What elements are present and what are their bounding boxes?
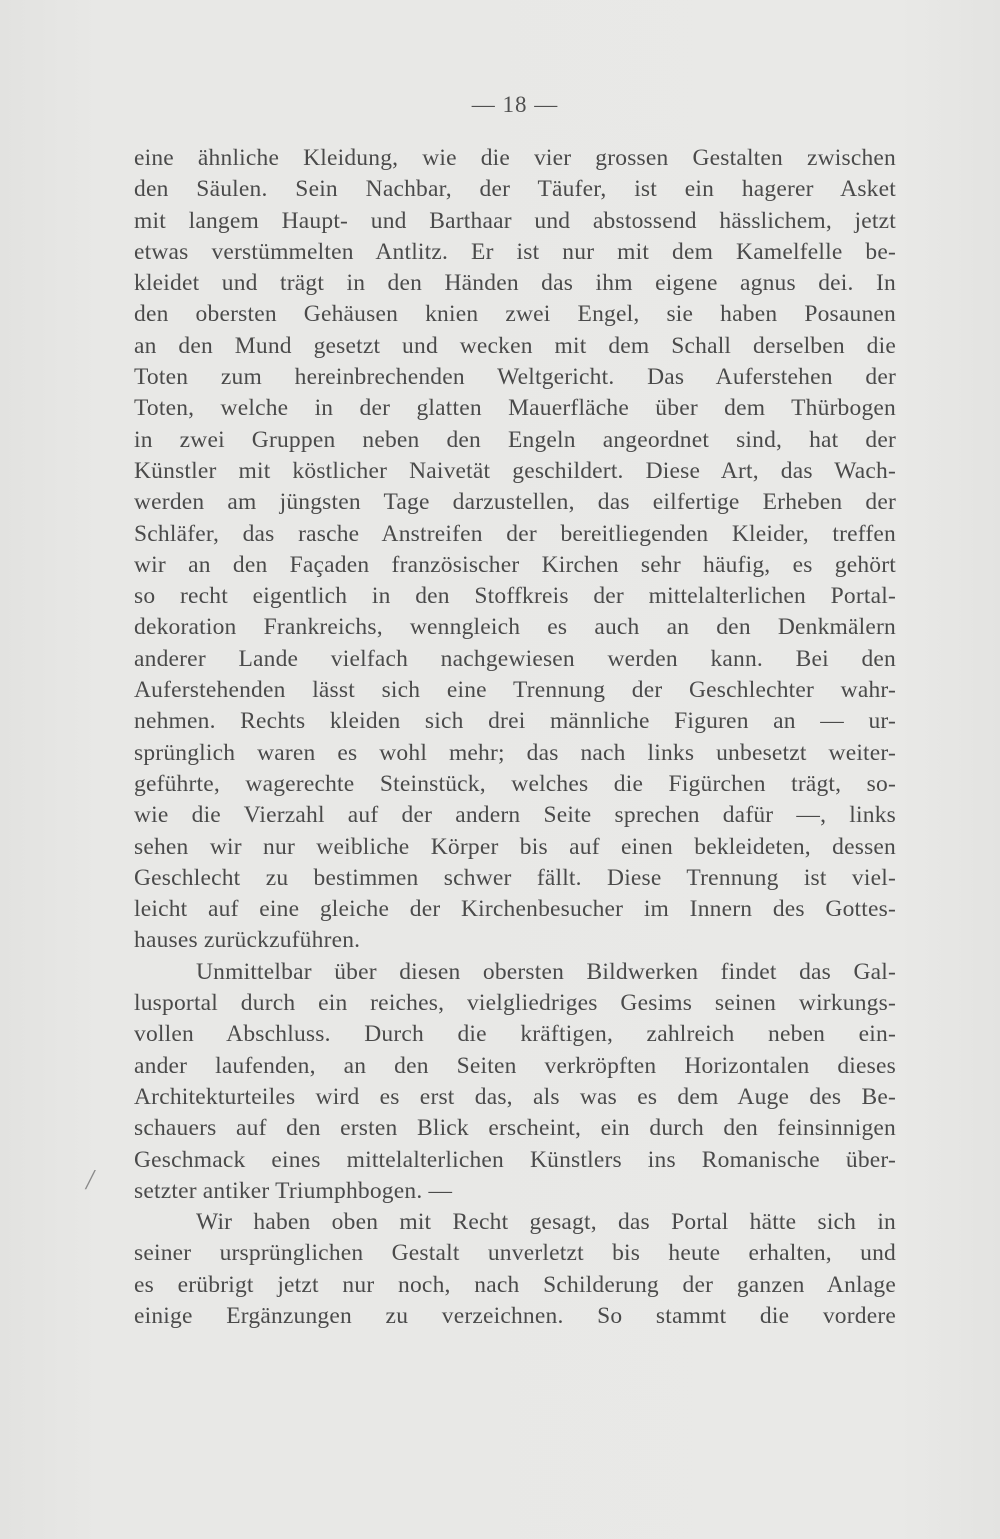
text-line: so recht eigentlich in den Stoffkreis der mittelalterlichen Portal- (134, 583, 896, 610)
text-line: es erübrigt jetzt nur noch, nach Schilderung der ganzen Anlage (134, 1271, 896, 1298)
text-line: den Säulen. Sein Nachbar, der Täufer, ist ein hagerer Asket (134, 176, 896, 203)
text-line: seiner ursprünglichen Gestalt unverletzt bis heute erhalten, und (134, 1240, 896, 1267)
body-text (134, 143, 896, 1332)
text-line: setzter antiker Triumphbogen. — (134, 1177, 453, 1204)
text-line: Toten, welche in der glatten Mauerfläche über dem Thürbogen (134, 395, 896, 422)
text-line: Auferstehenden lässt sich eine Trennung der Geschlechter wahr- (134, 677, 896, 704)
text-line: geführte, wagerechte Steinstück, welches die Figürchen trägt, so- (134, 770, 896, 797)
text-line: sprünglich waren es wohl mehr; das nach links unbesetzt weiter- (134, 739, 896, 766)
text-line: kleidet und trägt in den Händen das ihm eigene agnus dei. In (134, 270, 896, 297)
text-line: lusportal durch ein reiches, vielgliedriges Gesims seinen wirkungs- (134, 990, 896, 1017)
text-line: Geschmack eines mittelalterlichen Künstlers ins Romanische über- (134, 1146, 896, 1173)
text-line: hauses zurückzuführen. (134, 927, 361, 954)
text-line: anderer Lande vielfach nachgewiesen werden kann. Bei den (134, 645, 896, 672)
text-line: ander laufenden, an den Seiten verkröpften Horizontalen dieses (134, 1052, 896, 1079)
text-line: leicht auf eine gleiche der Kirchenbesucher im Innern des Gottes- (134, 896, 896, 923)
pencil-mark: / (86, 1165, 94, 1196)
text-line: wir an den Façaden französischer Kirchen sehr häufig, es gehört (134, 551, 896, 578)
text-line: nehmen. Rechts kleiden sich drei männliche Figuren an — ur- (134, 708, 896, 735)
text-line: den obersten Gehäusen knien zwei Engel, sie haben Posaunen (134, 301, 896, 328)
text-line: Architekturteiles wird es erst das, als was es dem Auge des Be- (134, 1083, 896, 1110)
text-line: mit langem Haupt- und Barthaar und abstossend hässlichem, jetzt (134, 207, 896, 234)
text-line: einige Ergänzungen zu verzeichnen. So stammt die vordere (134, 1302, 896, 1329)
text-line: sehen wir nur weibliche Körper bis auf einen bekleideten, dessen (134, 833, 896, 860)
text-line: werden am jüngsten Tage darzustellen, das eilfertige Erheben der (134, 489, 896, 516)
text-line: etwas verstümmelten Antlitz. Er ist nur mit dem Kamelfelle be- (134, 238, 896, 265)
page-number: — 18 — (471, 92, 559, 117)
paragraph-start-line: Wir haben oben mit Recht gesagt, das Portal hätte sich in (196, 1209, 896, 1236)
text-line: wie die Vierzahl auf der andern Seite sprechen dafür —, links (134, 802, 896, 829)
text-line: Künstler mit köstlicher Naivetät geschildert. Diese Art, das Wach- (134, 457, 896, 484)
text-line: eine ähnliche Kleidung, wie die vier grossen Gestalten zwischen (134, 145, 896, 171)
paragraph-start-line: Unmittelbar über diesen obersten Bildwerken findet das Gal- (196, 958, 896, 985)
text-line: Toten zum hereinbrechenden Weltgericht. Das Auferstehen der (134, 364, 896, 391)
text-line: in zwei Gruppen neben den Engeln angeordnet sind, hat der (134, 426, 896, 453)
text-line: dekoration Frankreichs, wenngleich es auch an den Denkmälern (134, 614, 896, 641)
text-line: Geschlecht zu bestimmen schwer fällt. Diese Trennung ist viel- (134, 864, 896, 891)
text-line: an den Mund gesetzt und wecken mit dem Schall derselben die (134, 332, 896, 359)
text-line: vollen Abschluss. Durch die kräftigen, zahlreich neben ein- (134, 1021, 896, 1048)
text-line: schauers auf den ersten Blick erscheint, ein durch den feinsinnigen (134, 1115, 896, 1142)
text-line: Schläfer, das rasche Anstreifen der bereitliegenden Kleider, treffen (134, 520, 896, 547)
